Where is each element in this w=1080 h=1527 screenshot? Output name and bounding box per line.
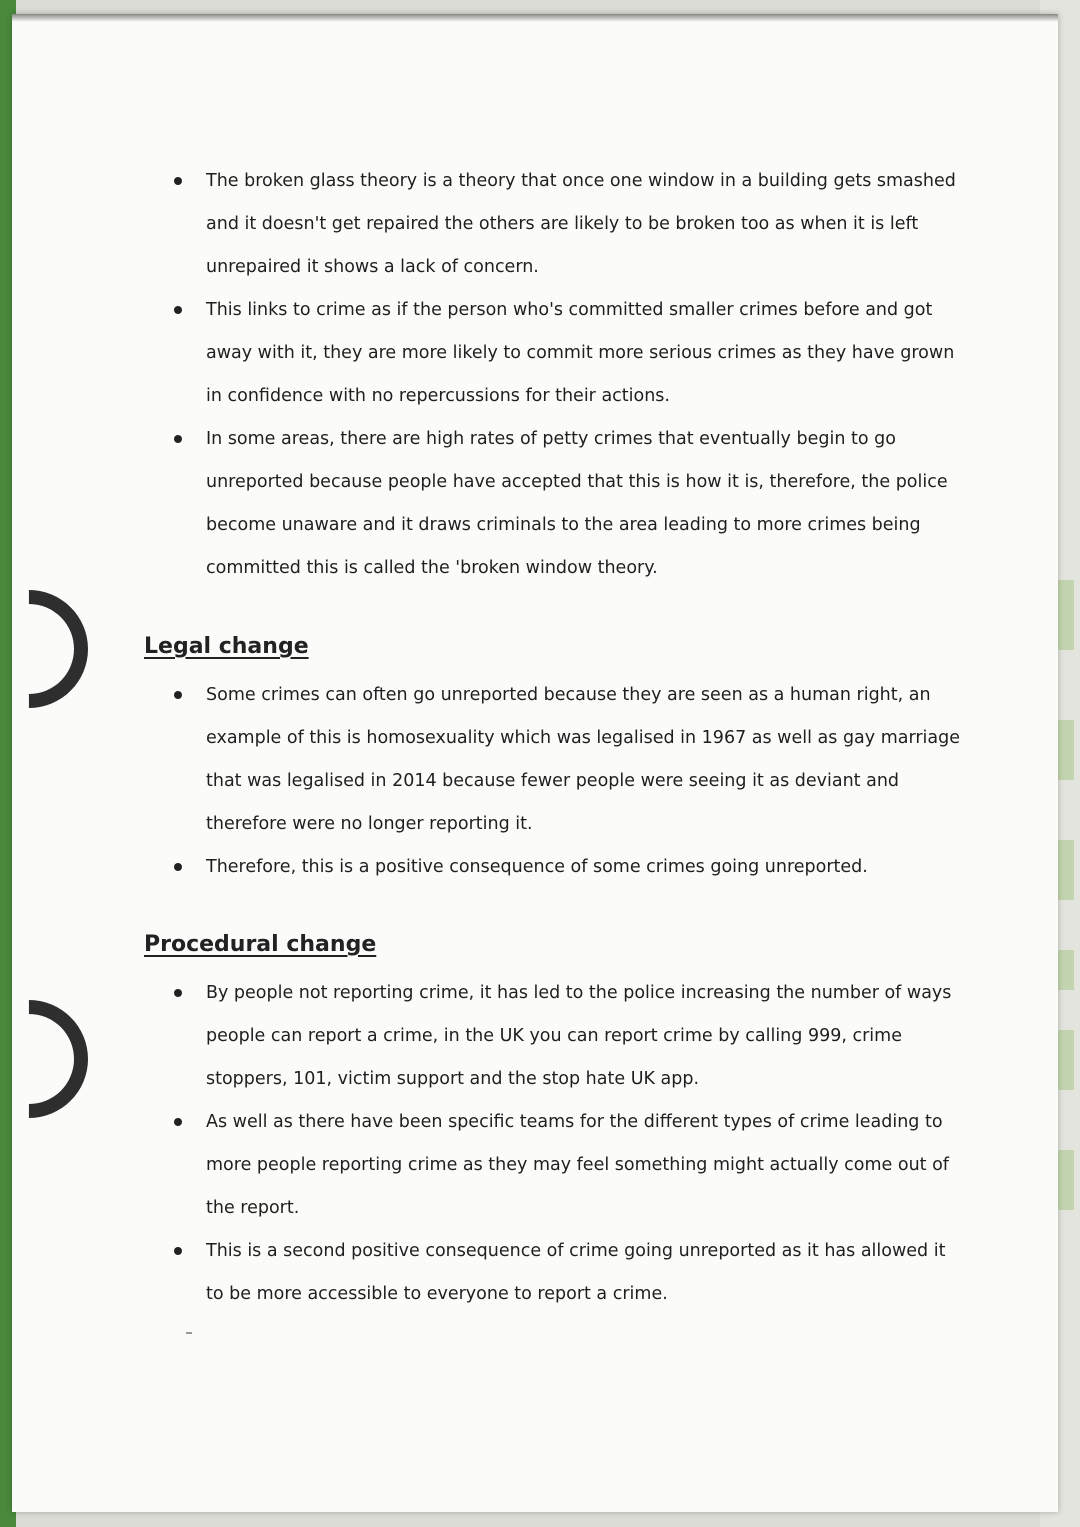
bullet-item <box>162 846 962 889</box>
bullet-text: The broken glass theory is a theory that once one window in a building gets smashed and it doesn't get repaired the others are likely to be broken too as when it is left unrepaired it shows a lack of concern. <box>206 171 956 277</box>
bullet-list <box>162 160 962 590</box>
bullet-dot-icon <box>174 177 182 185</box>
bullet-item <box>162 972 962 1101</box>
bullet-list <box>162 674 962 889</box>
bullet-text: Some crimes can often go unreported because they are seen as a human right, an example of this is homosexuality which was legalised in 1967 as well as gay marriage that was legalised in 2014 because fewer people were seeing it as deviant and therefore were no longer reporting it. <box>206 685 961 834</box>
bullet-dot-icon <box>174 691 182 699</box>
document-content <box>12 14 1058 1512</box>
pen-mark <box>186 1332 192 1334</box>
bullet-list <box>162 972 962 1316</box>
section-heading-procedural-change: Procedural change <box>144 932 377 957</box>
bullet-text: This is a second positive consequence of crime going unreported as it has allowed it to be more accessible to everyone to report a crime. <box>206 1241 946 1304</box>
bullet-text: Therefore, this is a positive consequence of some crimes going unreported. <box>206 857 868 877</box>
section-legal-change <box>162 674 962 889</box>
bullet-item <box>162 160 962 289</box>
bullet-dot-icon <box>174 306 182 314</box>
bullet-dot-icon <box>174 989 182 997</box>
section-heading-legal-change: Legal change <box>144 634 309 659</box>
bullet-dot-icon <box>174 435 182 443</box>
bullet-item <box>162 1230 962 1316</box>
bullet-text: This links to crime as if the person who's committed smaller crimes before and got away with it, they are more likely to commit more serious crimes as they have grown in confidence with no repercussions for their actions. <box>206 300 955 406</box>
bullet-text: In some areas, there are high rates of petty crimes that eventually begin to go unreported because people have accepted that this is how it is, therefore, the police become unaware and it draws criminals to the area leading to more crimes being committed this is called the 'broken window theory. <box>206 429 948 578</box>
section-broken-glass <box>162 160 962 590</box>
bullet-item <box>162 289 962 418</box>
bullet-dot-icon <box>174 1247 182 1255</box>
bullet-item <box>162 1101 962 1230</box>
bullet-text: By people not reporting crime, it has led to the police increasing the number of ways people can report a crime, in the UK you can report crime by calling 999, crime stoppers, 101, victim support and the stop hate UK app. <box>206 983 952 1089</box>
bullet-dot-icon <box>174 863 182 871</box>
bullet-dot-icon <box>174 1118 182 1126</box>
bullet-text: As well as there have been specific teams for the different types of crime leading to more people reporting crime as they may feel something might actually come out of the report. <box>206 1112 949 1218</box>
bullet-item <box>162 418 962 590</box>
bullet-item <box>162 674 962 846</box>
section-procedural-change <box>162 972 962 1316</box>
paper-page <box>12 14 1058 1512</box>
